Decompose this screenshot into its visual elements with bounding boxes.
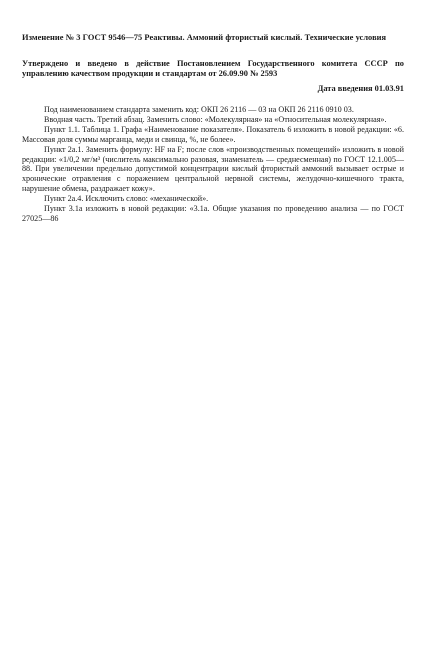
effective-date bbox=[318, 84, 404, 94]
change-title bbox=[22, 33, 404, 43]
change-title-text: Изменение № 3 ГОСТ 9546—75 Реактивы. Аммоний фтористый кислый. Технические условия bbox=[22, 33, 387, 42]
paragraph-item-2a-4: Пункт 2а.4. Исключить слово: «механической». bbox=[44, 193, 209, 203]
approval-text: Утверждено и введено в действие Постановлением Государственного комитета СССР по управлению качеством продукции и стандартам от 26.09.90 № 2593 bbox=[22, 59, 404, 79]
paragraph-item-1-1: Пункт 1.1. Таблица 1. Графа «Наименование показателя». Показатель 6 изложить в новой редакции: «6. Массовая доля суммы марганца, меди и свинца, %, не более». bbox=[22, 125, 404, 144]
effective-date-text: Дата введения 01.03.91 bbox=[317, 84, 404, 93]
document-body bbox=[22, 105, 404, 223]
paragraph-intro: Вводная часть. Третий абзац. Заменить слово: «Молекулярная» на «Относительная молекулярная». bbox=[44, 115, 387, 125]
approval-statement bbox=[22, 59, 404, 79]
paragraph-code-change: Под наименованием стандарта заменить код: ОКП 26 2116 — 03 на ОКП 26 2116 0910 03. bbox=[44, 105, 354, 114]
paragraph-item-3-1a: Пункт 3.1а изложить в новой редакции: «3.1а. Общие указания по проведению анализа — по ГОСТ 27025—86 bbox=[22, 203, 404, 223]
paragraph-item-2a-1: Пункт 2а.1. Заменить формулу: HF на F; после слов «производственных помещений» изложить в новой редакции: «1/0,2 мг/м³ (числитель максимально разовая, знаменатель — среднесменная) по ГОСТ 12.1.005—88. При увеличении предельно допустимой концентрации кислый фтористый аммоний вызывает острые и хронические отравления с поражением центральной нервной системы, желудочно-кишечного тракта, нарушение обмена, раздражает кожу». bbox=[22, 145, 404, 193]
